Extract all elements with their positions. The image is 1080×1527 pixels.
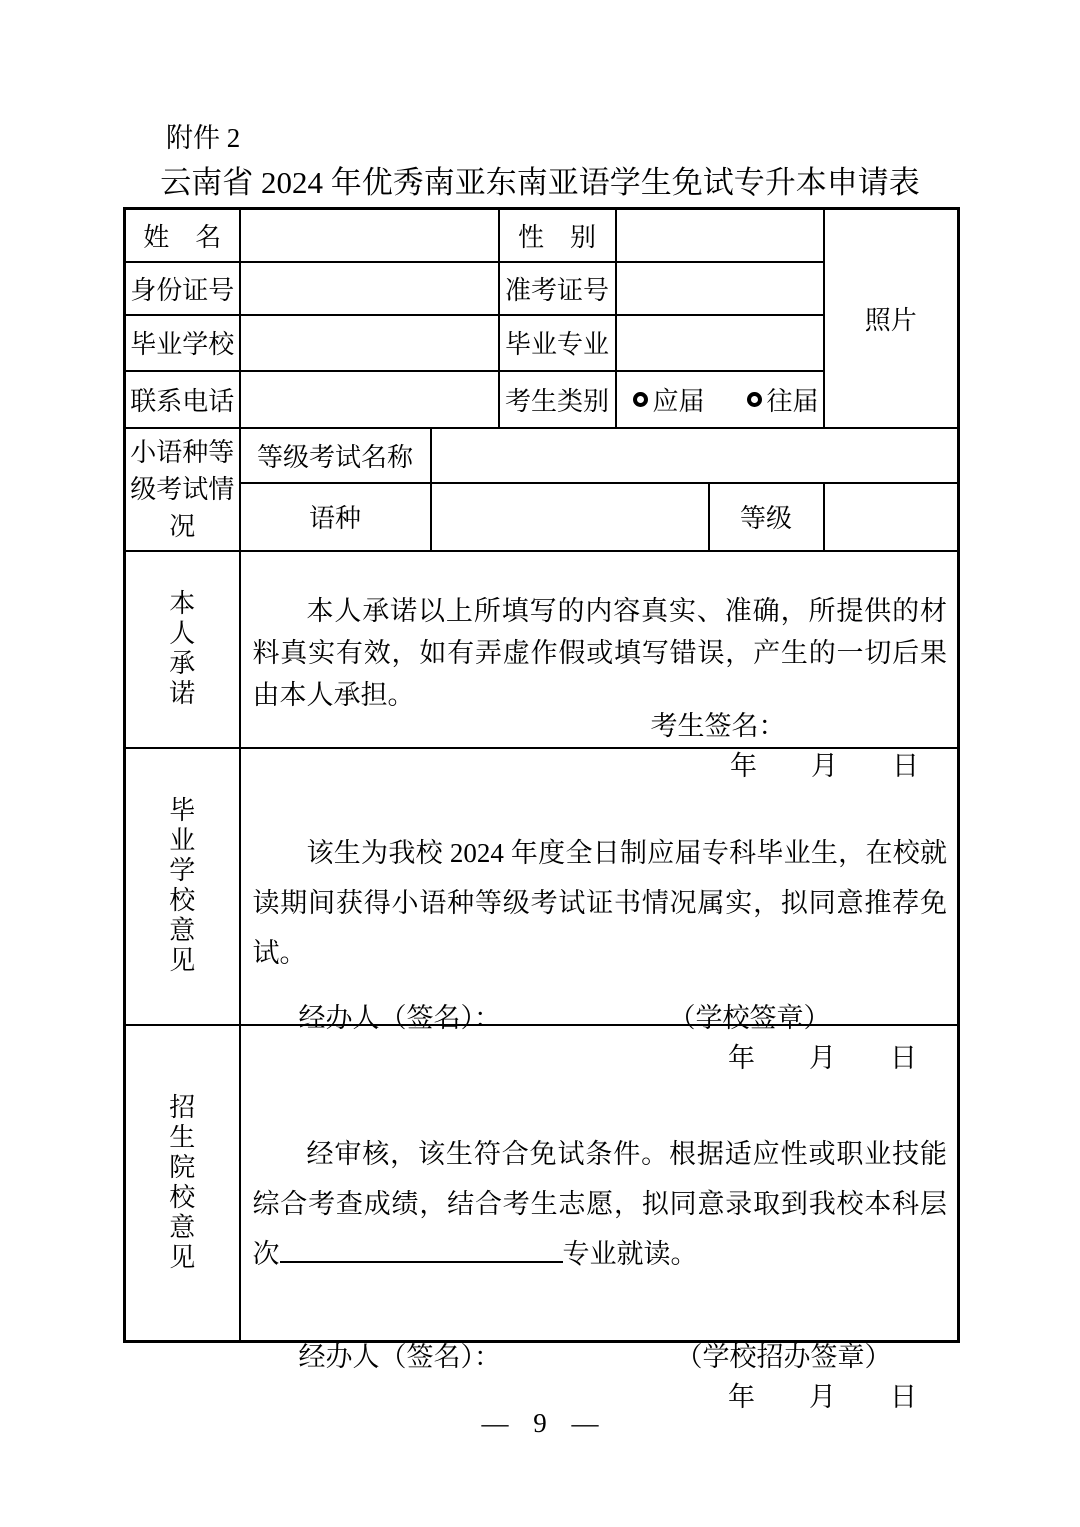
college-opinion-text-before: 经审核，该生符合免试条件。根据适应性或职业技能综合考查成绩，结合考生志愿，拟同意录取到我校本科层次 [252, 1138, 947, 1269]
commitment-date-label: 年 月 日 [730, 751, 919, 781]
application-form-table [123, 207, 960, 1412]
commitment-cell [240, 551, 959, 781]
language-label: 语种 [240, 483, 431, 551]
school-opinion-date-label: 年 月 日 [728, 1043, 917, 1073]
exam-name-label: 等级考试名称 [240, 428, 431, 483]
admission-ticket-label: 准考证号 [499, 262, 616, 315]
attachment-label: 附件 2 [166, 123, 241, 153]
graduation-school-value-cell[interactable] [240, 315, 499, 371]
gender-label: 性 别 [499, 209, 616, 262]
college-opinion-text-after: 专业就读。 [562, 1238, 698, 1269]
school-opinion-cell [240, 748, 959, 1073]
commitment-body: 本人承诺以上所填写的内容真实、准确，所提供的材料真实有效，如有弄虚作假或填写错误，产生的一切后果由本人承担。 [252, 596, 947, 710]
exam-name-value-cell[interactable] [431, 428, 959, 483]
phone-value-cell[interactable] [240, 371, 499, 428]
page-title: 云南省 2024 年优秀南亚东南亚语学生免试专升本申请表 [160, 165, 920, 200]
radio-icon [747, 392, 762, 407]
graduation-school-label: 毕业学校 [125, 315, 240, 371]
radio-icon [633, 392, 648, 407]
language-value-cell[interactable] [431, 483, 709, 551]
admission-ticket-value-cell[interactable] [616, 262, 824, 315]
language-exam-section-label: 小语种等级考试情况 [125, 428, 240, 551]
id-number-value-cell[interactable] [240, 262, 499, 315]
college-opinion-section-label: 招生院校意见 [125, 1025, 240, 1342]
phone-label: 联系电话 [125, 371, 240, 428]
college-opinion-date-label: 年 月 日 [728, 1381, 917, 1412]
college-handler-signature-label: 经办人（签名）： [298, 1341, 501, 1372]
name-value-cell[interactable] [240, 209, 499, 262]
school-seal-label: （学校签章） [668, 1003, 831, 1033]
school-handler-signature-label: 经办人（签名）： [298, 1003, 501, 1033]
radio-option-current-graduate[interactable] [633, 381, 705, 418]
college-seal-label: （学校招办签章） [675, 1341, 892, 1372]
radio-option-previous-graduate[interactable] [747, 381, 819, 418]
table-row [125, 209, 959, 262]
major-fill-in-line[interactable] [280, 1234, 563, 1263]
candidate-type-cell [616, 371, 824, 428]
level-label: 等级 [709, 483, 824, 551]
option-label: 应届 [652, 386, 705, 416]
option-label: 往届 [766, 386, 819, 416]
gender-value-cell[interactable] [616, 209, 824, 262]
commitment-section-label: 本人承诺 [125, 551, 240, 748]
candidate-signature-label: 考生签名： [650, 711, 786, 741]
college-opinion-body [241, 1087, 958, 1279]
school-opinion-section-label: 毕业学校意见 [125, 748, 240, 1025]
table-row [125, 551, 959, 748]
id-number-label: 身份证号 [125, 262, 240, 315]
candidate-type-label: 考生类别 [499, 371, 616, 428]
table-row [125, 483, 959, 551]
photo-area: 照片 [824, 209, 959, 428]
table-row [125, 428, 959, 483]
name-label: 姓 名 [125, 209, 240, 262]
table-row [125, 748, 959, 1025]
graduation-major-label: 毕业专业 [499, 315, 616, 371]
level-value-cell[interactable] [824, 483, 959, 551]
school-opinion-body: 该生为我校 2024 年度全日制应届专科毕业生，在校就读期间获得小语种等级考试证书情况属实，拟同意推荐免试。 [252, 838, 947, 968]
page-number: — 9 — [481, 1408, 599, 1438]
graduation-major-value-cell[interactable] [616, 315, 824, 371]
